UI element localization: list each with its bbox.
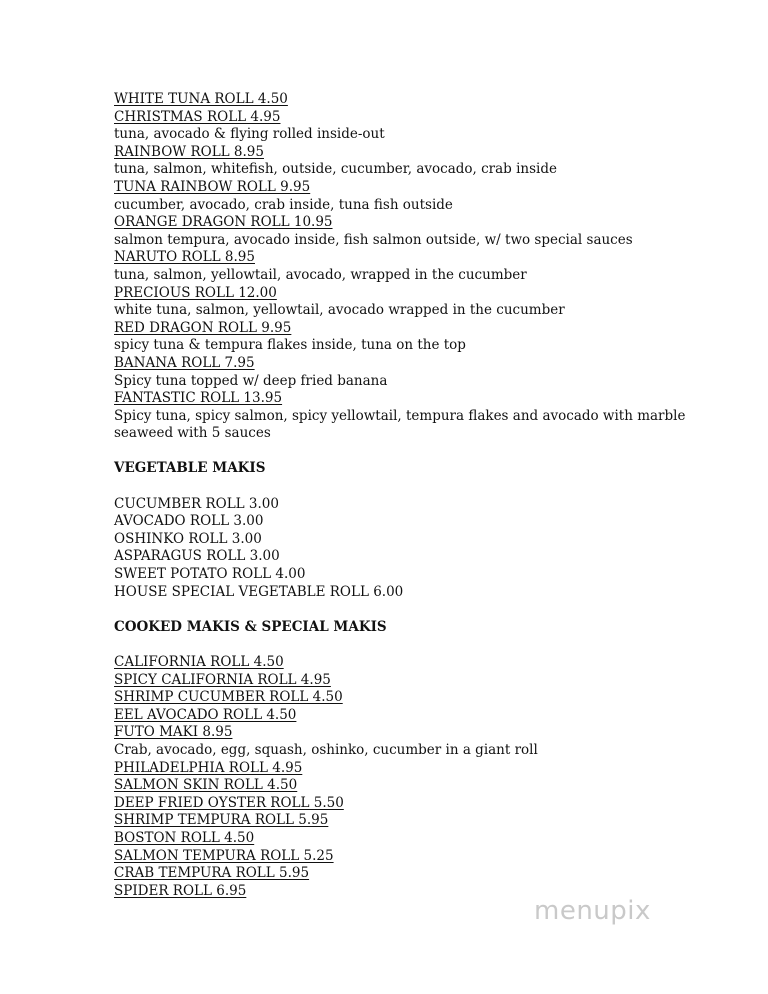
menu-item-description: [114, 302, 734, 320]
menu-item-name: SHRIMP TEMPURA ROLL 5.95: [114, 812, 329, 829]
section-heading: COOKED MAKIS & SPECIAL MAKIS: [114, 618, 387, 635]
menu-item-title: [114, 144, 734, 162]
menu-item-name: SALMON TEMPURA ROLL 5.25: [114, 847, 334, 864]
menu-item-description: [114, 197, 734, 215]
menu-item-title: [114, 865, 734, 883]
menu-item-title: [114, 777, 734, 795]
menu-item-title: [114, 179, 734, 197]
spacer: [114, 601, 734, 619]
menu-item-title: [114, 654, 734, 672]
menu-item-title: [114, 672, 734, 690]
menu-item-title: [114, 320, 734, 338]
menu-item-title: [114, 760, 734, 778]
menu-item-name: EEL AVOCADO ROLL 4.50: [114, 706, 297, 723]
menu-item-text: tuna, salmon, whitefish, outside, cucumber, avocado, crab inside: [114, 161, 557, 178]
menu-item-text: CUCUMBER ROLL 3.00: [114, 495, 279, 512]
spacer: [114, 443, 734, 461]
menu-item-name: SPICY CALIFORNIA ROLL 4.95: [114, 671, 331, 688]
menu-item-title: [114, 109, 734, 127]
menu-item-text: ASPARAGUS ROLL 3.00: [114, 548, 280, 565]
menu-item-text: cucumber, avocado, crab inside, tuna fish outside: [114, 196, 453, 213]
menu-item-description: [114, 408, 734, 443]
menu-item-title: [114, 795, 734, 813]
menu-item-title: [114, 214, 734, 232]
menu-item-description: [114, 337, 734, 355]
menu-item-name: RED DRAGON ROLL 9.95: [114, 319, 292, 336]
menu-item-title: [114, 812, 734, 830]
menu-item-name: BOSTON ROLL 4.50: [114, 829, 255, 846]
menupix-watermark: menupix: [534, 896, 651, 926]
section-heading: VEGETABLE MAKIS: [114, 460, 266, 477]
menu-item-name: FUTO MAKI 8.95: [114, 724, 233, 741]
menu-item-name: SPIDER ROLL 6.95: [114, 882, 247, 899]
menu-item-description: [114, 232, 734, 250]
menu-item-name: CRAB TEMPURA ROLL 5.95: [114, 865, 310, 882]
menu-item-name: BANANA ROLL 7.95: [114, 354, 255, 371]
menu-item-text: HOUSE SPECIAL VEGETABLE ROLL 6.00: [114, 583, 404, 600]
menu-item-title: [114, 724, 734, 742]
spacer: [114, 636, 734, 654]
menu-item-text: tuna, avocado & flying rolled inside-out: [114, 126, 385, 143]
menu-item-title: [114, 689, 734, 707]
menu-item-description: [114, 566, 734, 584]
menu-item-text: white tuna, salmon, yellowtail, avocado wrapped in the cucumber: [114, 302, 565, 319]
menu-item-title: [114, 285, 734, 303]
menu-item-name: SALMON SKIN ROLL 4.50: [114, 777, 298, 794]
menu-item-description: [114, 548, 734, 566]
menu-item-name: WHITE TUNA ROLL 4.50: [114, 91, 288, 107]
menu-item-text: Crab, avocado, egg, squash, oshinko, cucumber in a giant roll: [114, 741, 538, 758]
menu-item-text: OSHINKO ROLL 3.00: [114, 530, 262, 547]
menu-item-name: FANTASTIC ROLL 13.95: [114, 390, 283, 407]
menu-item-description: [114, 373, 734, 391]
menu-item-name: ORANGE DRAGON ROLL 10.95: [114, 214, 333, 231]
menu-item-description: [114, 513, 734, 531]
menu-page: [114, 91, 734, 900]
menu-item-description: [114, 584, 734, 602]
menu-item-title: [114, 91, 734, 109]
menu-item-name: SHRIMP CUCUMBER ROLL 4.50: [114, 689, 343, 706]
menu-item-title: [114, 848, 734, 866]
menu-item-title: [114, 707, 734, 725]
menu-item-title: [114, 390, 734, 408]
menu-item-name: TUNA RAINBOW ROLL 9.95: [114, 178, 311, 195]
menu-item-text: SWEET POTATO ROLL 4.00: [114, 566, 306, 583]
menu-item-name: CHRISTMAS ROLL 4.95: [114, 108, 281, 125]
menu-item-name: CALIFORNIA ROLL 4.50: [114, 654, 284, 670]
menu-item-text: Spicy tuna topped w/ deep fried banana: [114, 372, 388, 389]
spacer: [114, 478, 734, 496]
menu-item-description: [114, 267, 734, 285]
menu-item-text: salmon tempura, avocado inside, fish salmon outside, w/ two special sauces: [114, 231, 633, 248]
menu-item-description: [114, 496, 734, 514]
menu-item-name: PRECIOUS ROLL 12.00: [114, 284, 277, 301]
menu-item-description: [114, 531, 734, 549]
menu-item-name: RAINBOW ROLL 8.95: [114, 143, 264, 160]
menu-item-text: AVOCADO ROLL 3.00: [114, 513, 264, 530]
menu-item-title: [114, 249, 734, 267]
menu-item-text: tuna, salmon, yellowtail, avocado, wrapped in the cucumber: [114, 266, 527, 283]
menu-item-text: Spicy tuna, spicy salmon, spicy yellowtail, tempura flakes and avocado with marble seaweed with 5 sauces: [114, 407, 686, 442]
menu-item-title: [114, 355, 734, 373]
menu-item-description: [114, 161, 734, 179]
menu-item-description: [114, 126, 734, 144]
menu-item-name: NARUTO ROLL 8.95: [114, 249, 255, 266]
menu-item-name: PHILADELPHIA ROLL 4.95: [114, 759, 303, 776]
menu-item-text: spicy tuna & tempura flakes inside, tuna on the top: [114, 337, 466, 354]
menu-item-title: [114, 830, 734, 848]
menu-item-name: DEEP FRIED OYSTER ROLL 5.50: [114, 794, 344, 811]
menu-item-description: [114, 742, 734, 760]
